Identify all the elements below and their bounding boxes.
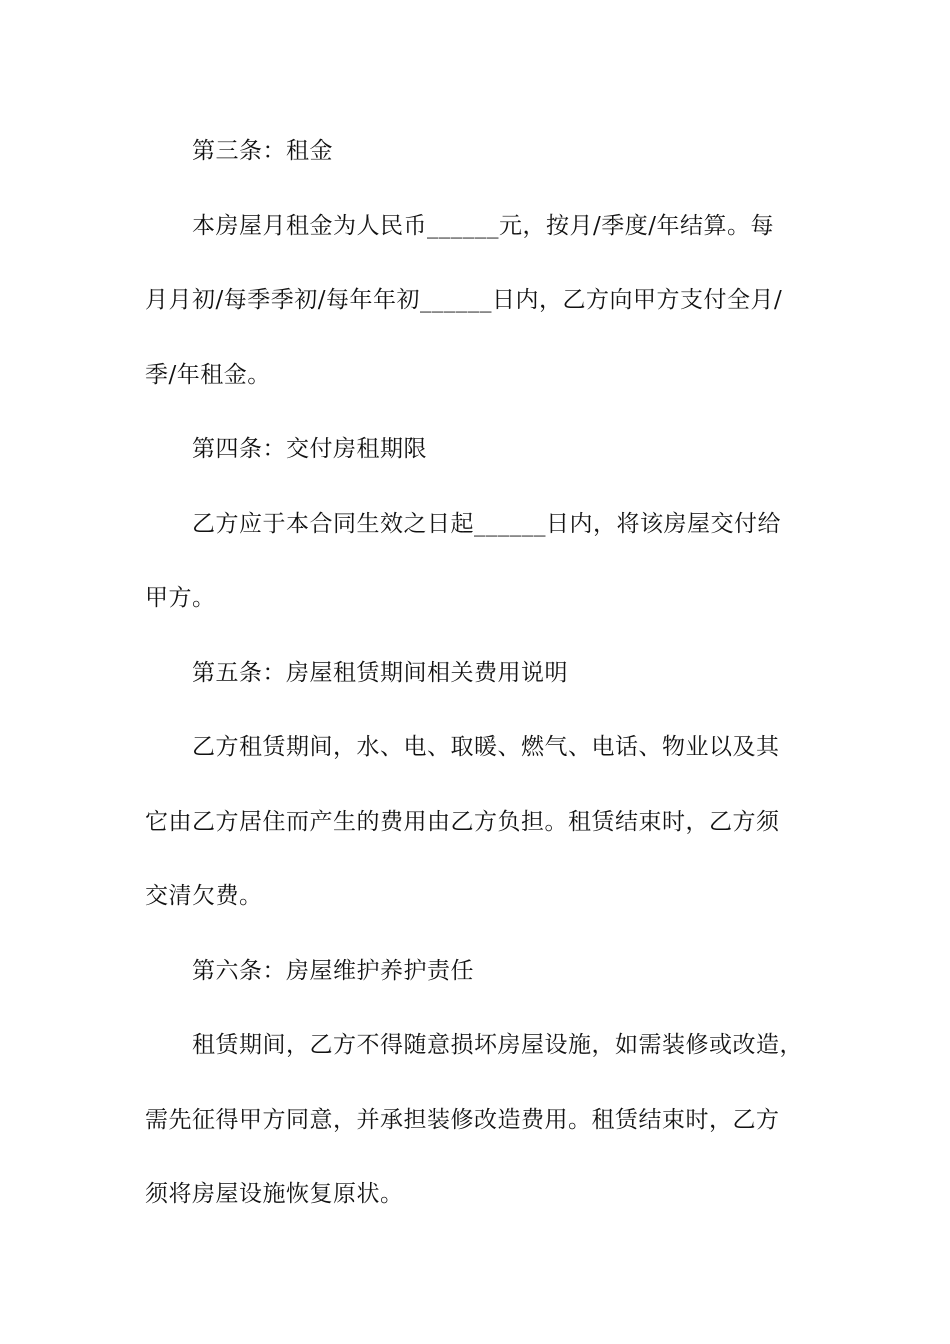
article-5-heading: 第五条：房屋租赁期间相关费用说明 bbox=[192, 659, 568, 686]
article-5-paragraph-line: 它由乙方居住而产生的费用由乙方负担。租赁结束时，乙方须 bbox=[145, 808, 780, 835]
article-6-paragraph-line: 须将房屋设施恢复原状。 bbox=[145, 1181, 404, 1207]
article-4-heading: 第四条：交付房租期限 bbox=[192, 436, 427, 462]
article-5-paragraph-line: 交清欠费。 bbox=[145, 883, 263, 909]
article-5-paragraph-line: 乙方租赁期间，水、电、取暖、燃气、电话、物业以及其 bbox=[192, 734, 780, 760]
article-4-paragraph-line: 乙方应于本合同生效之日起______日内，将该房屋交付给 bbox=[192, 510, 781, 537]
article-3-paragraph-line: 月月初/每季季初/每年年初______日内，乙方向甲方支付全月/ bbox=[145, 287, 783, 313]
article-3-paragraph-line: 季/年租金。 bbox=[145, 361, 271, 388]
article-3-heading: 第三条：租金 bbox=[192, 138, 333, 164]
article-4-paragraph-line: 甲方。 bbox=[145, 585, 216, 611]
article-6-paragraph-line: 租赁期间，乙方不得随意损坏房屋设施，如需装修或改造， bbox=[192, 1032, 803, 1058]
article-3-paragraph-line: 本房屋月租金为人民币______元，按月/季度/年结算。每 bbox=[192, 212, 774, 239]
article-6-paragraph-line: 需先征得甲方同意，并承担装修改造费用。租赁结束时，乙方 bbox=[145, 1106, 780, 1133]
document-body bbox=[145, 128, 807, 1246]
article-6-heading: 第六条：房屋维护养护责任 bbox=[192, 957, 474, 984]
